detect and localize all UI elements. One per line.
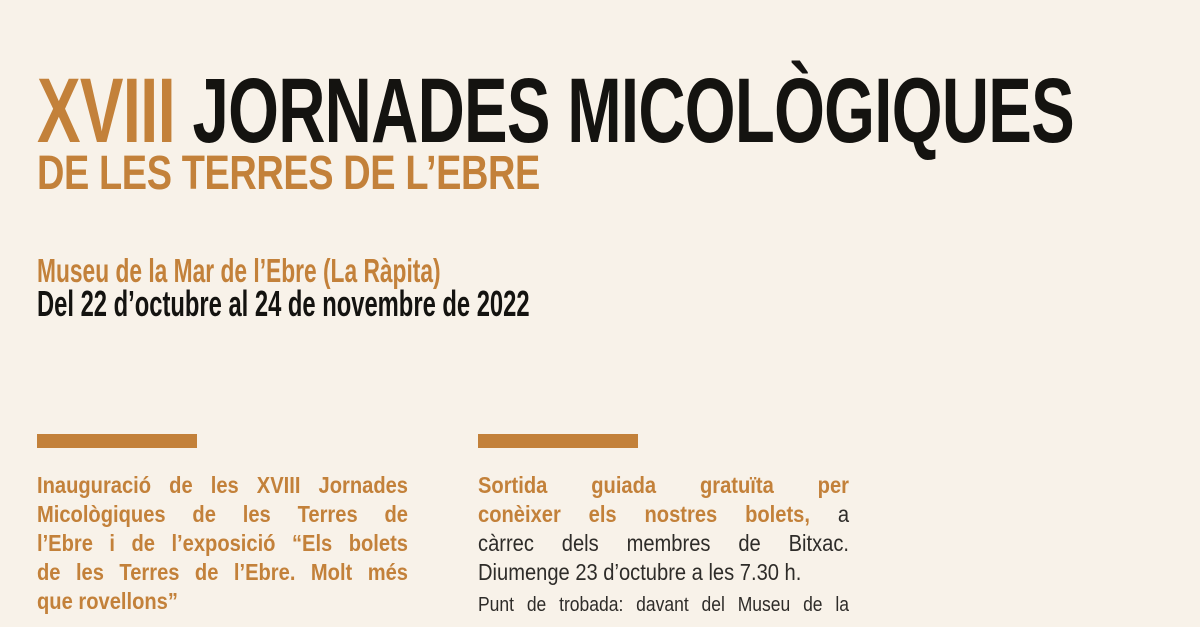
paragraph-line: càrrec dels membres de Bitxac. [478,530,849,556]
meeting-point-line: Punt de trobada: davant del Museu de la [478,594,849,616]
paragraph-line: Micològiques de les Terres de [37,501,408,527]
plain-text: a [837,501,850,527]
event-title-line1 [37,60,1200,162]
highlight-text: conèixer els nostres bolets, [478,501,810,527]
paragraph-line: que rovellons” [37,588,178,614]
section-rule-left [37,434,197,448]
right-column [478,434,849,618]
paragraph-line: Inauguració de les XVIII Jornades [37,472,408,498]
paragraph-line: l’Ebre i de l’exposició “Els bolets [37,530,408,556]
dates-text: Del 22 d’octubre al 24 de novembre de 2022 [37,283,530,324]
paragraph-line: Diumenge 23 d’octubre a les 7.30 h. [478,559,802,585]
edition-numeral: XVIII [37,60,176,162]
paragraph-line: Sortida guiada gratuïta per [478,472,849,498]
right-column-text [478,471,849,618]
left-column-text [37,471,408,616]
section-rule-right [478,434,638,448]
dates-line [37,283,783,324]
event-title-line2 [37,147,674,200]
paragraph-line [478,500,849,529]
event-title-line2-text: DE LES TERRES DE L’EBRE [37,147,540,200]
left-column [37,434,408,616]
paragraph-line: de les Terres de l’Ebre. Molt més [37,559,408,585]
venue-text: Museu de la Mar de l’Ebre (La Ràpita) [37,252,441,289]
event-title-main: JORNADES MICOLÒGIQUES [192,60,1074,162]
